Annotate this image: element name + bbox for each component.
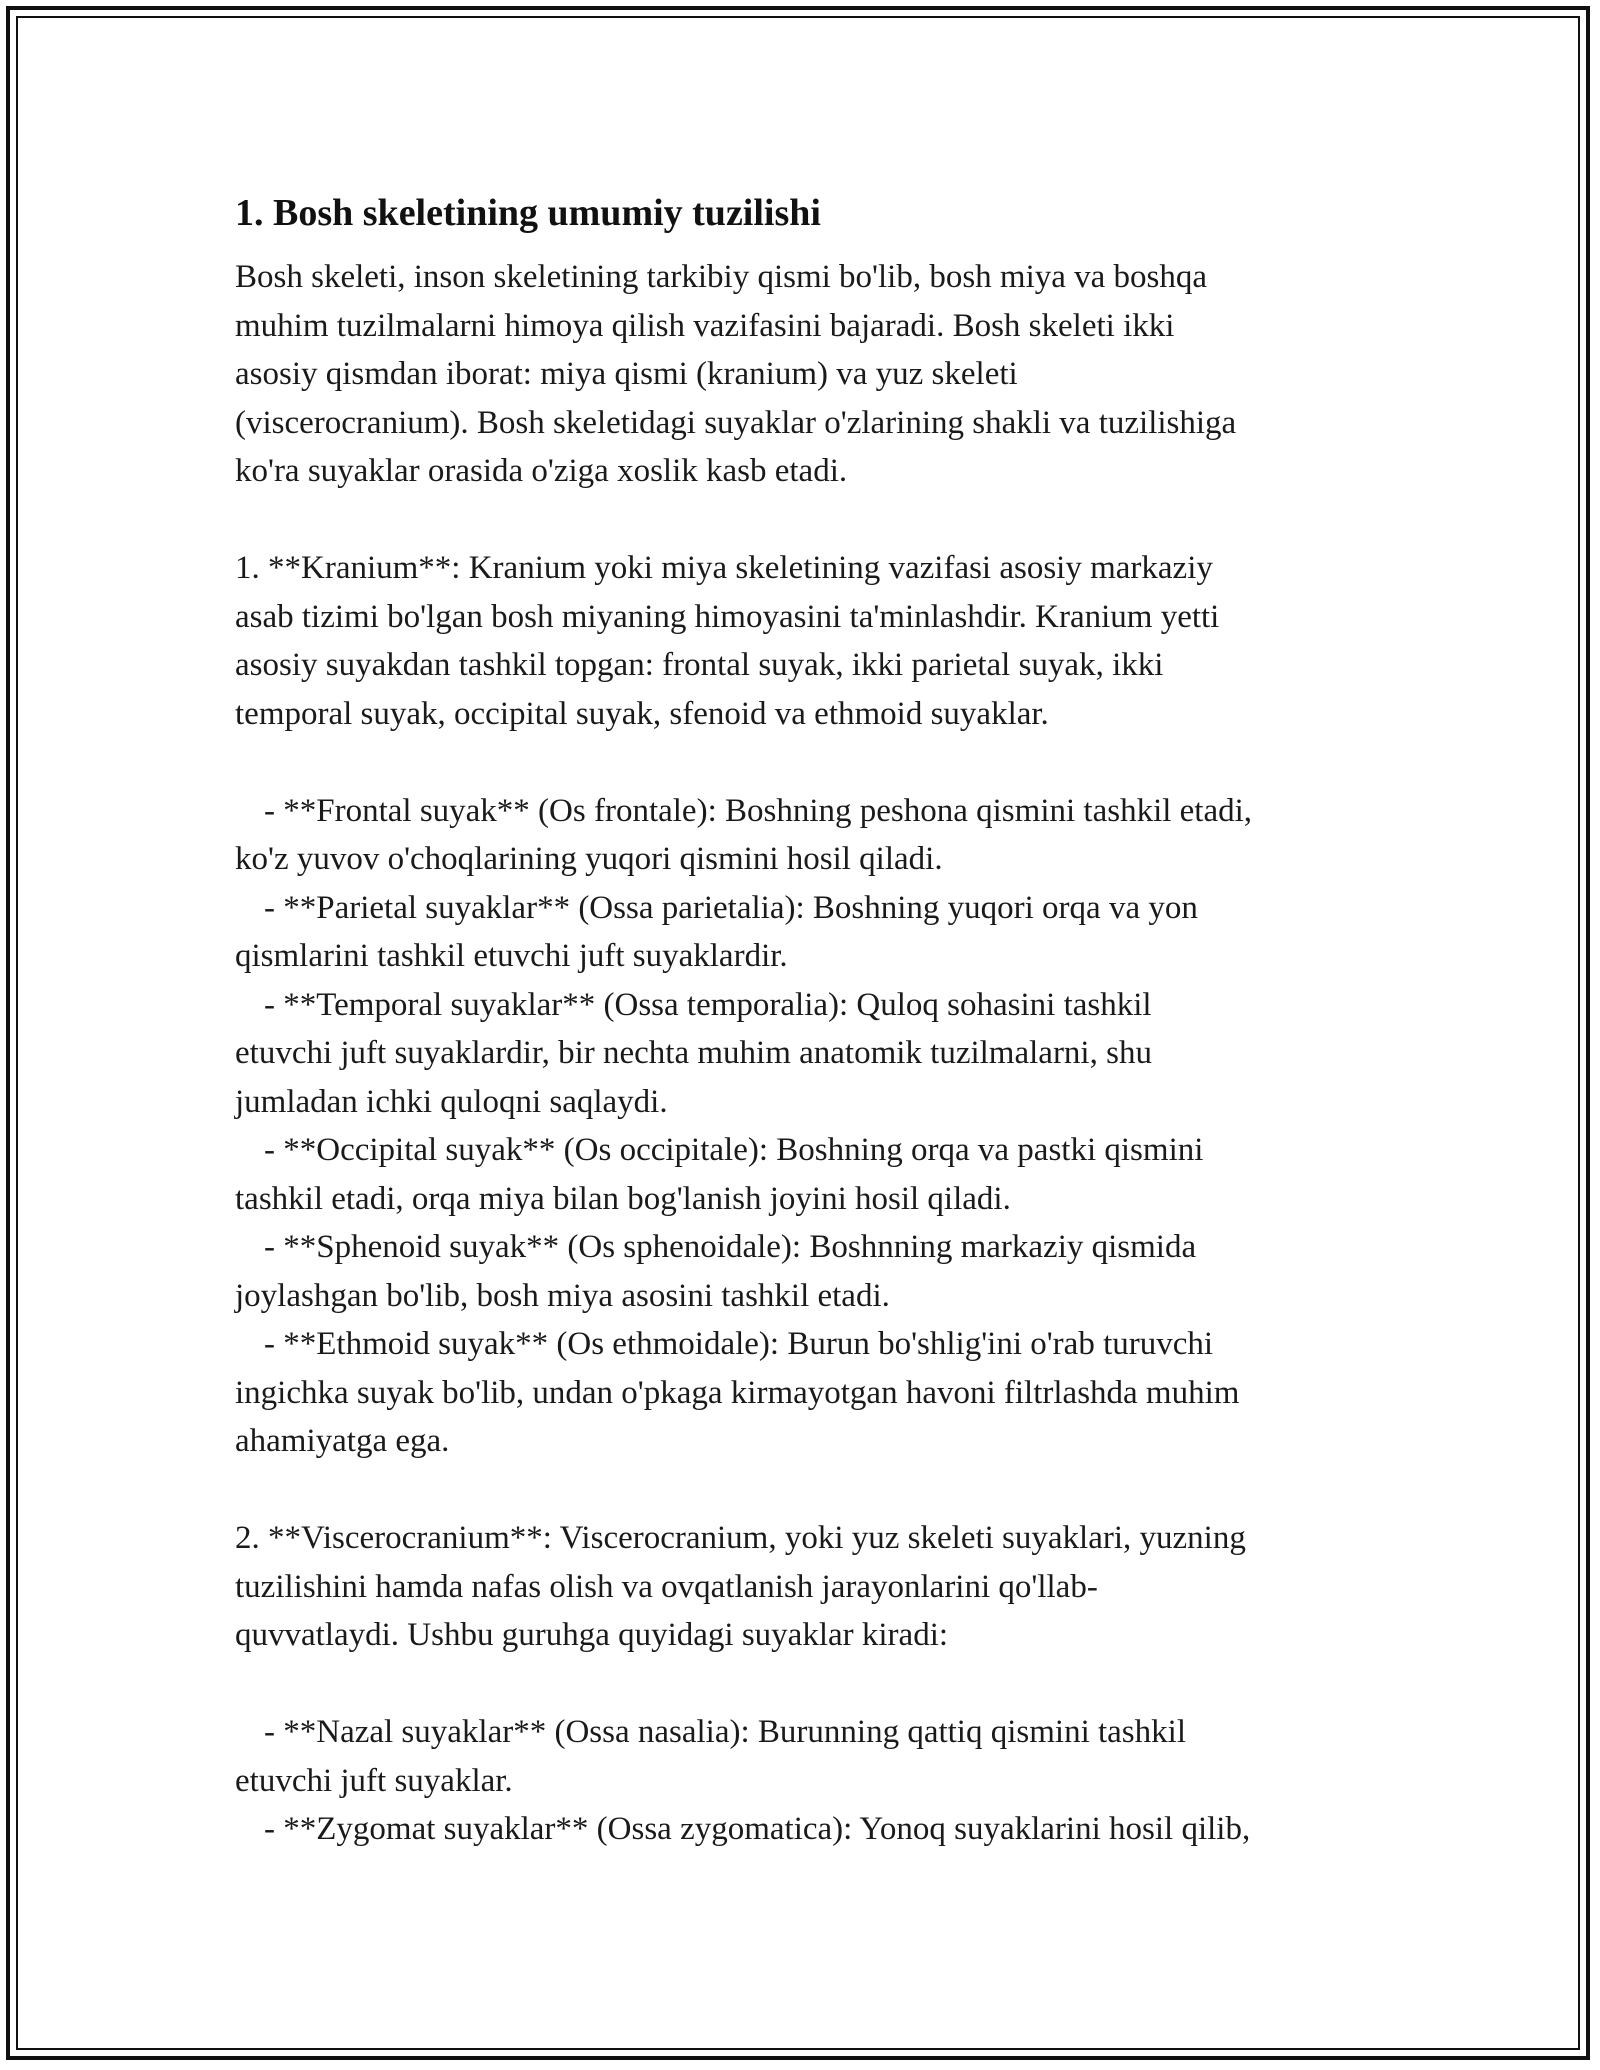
- text-line: - **Temporal suyaklar** (Ossa temporalia): Quloq sohasini tashkil: [264, 986, 1152, 1023]
- text-line: etuvchi juft suyaklar.: [235, 1762, 513, 1799]
- text-line: - **Parietal suyaklar** (Ossa parietalia): Boshning yuqori orqa va yon: [264, 889, 1198, 926]
- text-line: asosiy suyakdan tashkil topgan: frontal suyak, ikki parietal suyak, ikki: [235, 647, 1164, 683]
- text-line: ahamiyatga ega.: [235, 1423, 450, 1459]
- text-line: - **Sphenoid suyak** (Os sphenoidale): Boshnning markaziy qismida: [264, 1229, 1197, 1265]
- text-line: tashkil etadi, orqa miya bilan bog'lanish joyini hosil qiladi.: [235, 1180, 1011, 1217]
- text-line: qismlarini tashkil etuvchi juft suyaklardir.: [235, 938, 788, 974]
- text-line: muhim tuzilmalarni himoya qilish vazifasini bajaradi. Bosh skeleti ikki: [235, 307, 1175, 344]
- text-line: asab tizimi bo'lgan bosh miyaning himoyasini ta'minlashdir. Kranium yetti: [235, 598, 1220, 635]
- text-line: joylashgan bo'lib, bosh miya asosini tashkil etadi.: [235, 1277, 890, 1314]
- text-line: - **Nazal suyaklar** (Ossa nasalia): Burunning qattiq qismini tashkil: [264, 1714, 1186, 1750]
- text-line: ingichka suyak bo'lib, undan o'pkaga kirmayotgan havoni filtrlashda muhim: [235, 1374, 1240, 1411]
- blank-line: [235, 1660, 1385, 1709]
- blank-line: [235, 496, 1385, 545]
- document-body: [235, 182, 1385, 1854]
- text-line: quvvatlaydi. Ushbu guruhga quyidagi suyaklar kiradi:: [235, 1617, 949, 1653]
- text-line: - **Ethmoid suyak** (Os ethmoidale): Burun bo'shlig'ini o'rab turuvchi: [264, 1326, 1214, 1362]
- text-line: - **Frontal suyak** (Os frontale): Boshning peshona qismini tashkil etadi,: [264, 792, 1253, 829]
- text-line: tuzilishini hamda nafas olish va ovqatlanish jarayonlarini qo'llab-: [235, 1568, 1098, 1605]
- text-line: 1. **Kranium**: Kranium yoki miya skeletining vazifasi asosiy markaziy: [235, 550, 1213, 586]
- blank-line: [235, 738, 1385, 787]
- text-line: Bosh skeleti, inson skeletining tarkibiy qismi bo'lib, bosh miya va boshqa: [235, 259, 1208, 295]
- text-line: jumladan ichki quloqni saqlaydi.: [235, 1083, 668, 1120]
- text-line: 2. **Viscerocranium**: Viscerocranium, yoki yuz skeleti suyaklari, yuzning: [235, 1520, 1246, 1556]
- text-line: etuvchi juft suyaklardir, bir nechta muhim anatomik tuzilmalarni, shu: [235, 1035, 1152, 1071]
- text-line: ko'ra suyaklar orasida o'ziga xoslik kasb etadi.: [235, 453, 848, 489]
- text-line: asosiy qismdan iborat: miya qismi (kranium) va yuz skeleti: [235, 356, 1018, 392]
- text-line: - **Zygomat suyaklar** (Ossa zygomatica): Yonoq suyaklarini hosil qilib,: [264, 1811, 1251, 1847]
- section-heading: 1. Bosh skeletining umumiy tuzilishi: [235, 192, 821, 234]
- text-line: temporal suyak, occipital suyak, sfenoid va ethmoid suyaklar.: [235, 695, 1049, 732]
- text-line: (viscerocranium). Bosh skeletidagi suyaklar o'zlarining shakli va tuzilishiga: [235, 404, 1237, 441]
- blank-line: [235, 1466, 1385, 1515]
- document-text: [235, 253, 1385, 1854]
- text-line: ko'z yuvov o'choqlarining yuqori qismini hosil qiladi.: [235, 841, 943, 877]
- text-line: - **Occipital suyak** (Os occipitale): Boshning orqa va pastki qismini: [264, 1132, 1204, 1168]
